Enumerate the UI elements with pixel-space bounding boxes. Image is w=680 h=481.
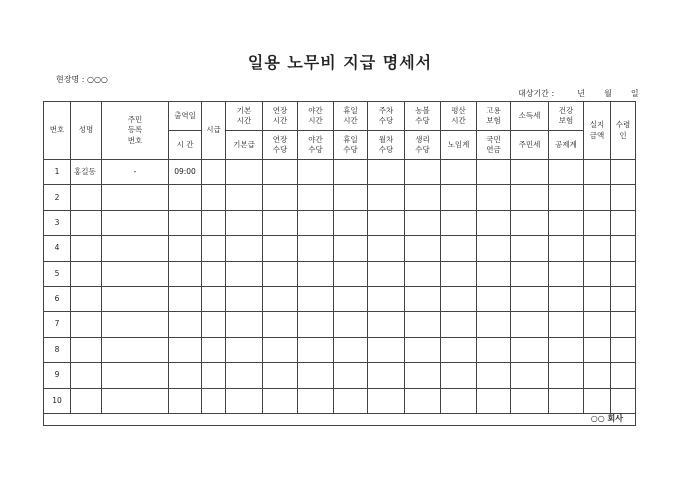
empty-cell: [405, 337, 441, 362]
empty-cell: [511, 261, 549, 286]
row-number: 9: [44, 363, 71, 388]
worker-name: [71, 388, 102, 413]
empty-cell: [549, 261, 584, 286]
empty-cell: [611, 312, 636, 337]
empty-cell: [298, 286, 334, 311]
row-number: 10: [44, 388, 71, 413]
empty-cell: [405, 236, 441, 261]
empty-cell: [477, 286, 511, 311]
empty-cell: [549, 160, 584, 185]
attendance-time: [169, 286, 202, 311]
site-name-label: 현장명 : ○○○: [56, 75, 108, 84]
header-row-1: [44, 102, 636, 131]
empty-cell: [226, 261, 263, 286]
empty-cell: [584, 261, 611, 286]
empty-cell: [202, 160, 226, 185]
empty-cell: [477, 363, 511, 388]
empty-cell: [334, 210, 368, 235]
empty-cell: [405, 261, 441, 286]
empty-cell: [441, 312, 477, 337]
resident-number: [102, 185, 169, 210]
header-bottom-1: 연장 수당: [263, 131, 298, 160]
attendance-time: [169, 185, 202, 210]
empty-cell: [263, 388, 298, 413]
empty-cell: [368, 236, 405, 261]
row-number: 2: [44, 185, 71, 210]
empty-cell: [263, 210, 298, 235]
empty-cell: [405, 363, 441, 388]
row-number: 8: [44, 337, 71, 362]
empty-cell: [441, 236, 477, 261]
empty-cell: [441, 160, 477, 185]
empty-cell: [584, 337, 611, 362]
empty-cell: [511, 286, 549, 311]
table-row: [44, 363, 636, 388]
header-top-0: 기본 시간: [226, 102, 263, 131]
empty-cell: [477, 210, 511, 235]
empty-cell: [298, 312, 334, 337]
empty-cell: [584, 312, 611, 337]
header-top-5: 농볼 수당: [405, 102, 441, 131]
table-row: [44, 160, 636, 185]
empty-cell: [441, 337, 477, 362]
period-month: 월: [604, 89, 612, 98]
empty-cell: [368, 261, 405, 286]
empty-cell: [611, 388, 636, 413]
empty-cell: [334, 185, 368, 210]
empty-cell: [584, 185, 611, 210]
empty-cell: [263, 236, 298, 261]
empty-cell: [511, 388, 549, 413]
table-row: [44, 261, 636, 286]
period-day: 일: [630, 89, 639, 98]
empty-cell: [368, 210, 405, 235]
worker-name: [71, 286, 102, 311]
empty-cell: [298, 388, 334, 413]
header-top-4: 주차 수당: [368, 102, 405, 131]
empty-cell: [334, 363, 368, 388]
empty-cell: [441, 261, 477, 286]
empty-cell: [584, 363, 611, 388]
empty-cell: [611, 160, 636, 185]
empty-cell: [477, 236, 511, 261]
empty-cell: [368, 160, 405, 185]
empty-cell: [263, 312, 298, 337]
empty-cell: [202, 363, 226, 388]
empty-cell: [368, 312, 405, 337]
empty-cell: [511, 210, 549, 235]
empty-cell: [263, 185, 298, 210]
empty-cell: [405, 185, 441, 210]
header-hourly-wage: 시급: [202, 102, 226, 160]
empty-cell: [202, 312, 226, 337]
header-top-1: 연장 시간: [263, 102, 298, 131]
empty-cell: [368, 363, 405, 388]
attendance-time: [169, 312, 202, 337]
resident-number: [102, 236, 169, 261]
worker-name: [71, 236, 102, 261]
header-bottom-3: 휴일 수당: [334, 131, 368, 160]
empty-cell: [368, 337, 405, 362]
table-row: [44, 236, 636, 261]
attendance-time: [169, 388, 202, 413]
empty-cell: [334, 236, 368, 261]
footer-row: [44, 413, 636, 425]
empty-cell: [441, 185, 477, 210]
empty-cell: [549, 388, 584, 413]
header-bottom-7: 국민 연금: [477, 131, 511, 160]
empty-cell: [477, 261, 511, 286]
header-receipt: 수령 인: [611, 102, 636, 160]
empty-cell: [226, 363, 263, 388]
empty-cell: [334, 160, 368, 185]
empty-cell: [334, 286, 368, 311]
empty-cell: [298, 160, 334, 185]
empty-cell: [441, 210, 477, 235]
empty-cell: [477, 312, 511, 337]
empty-cell: [477, 160, 511, 185]
empty-cell: [298, 185, 334, 210]
empty-cell: [477, 337, 511, 362]
empty-cell: [611, 337, 636, 362]
row-number: 1: [44, 160, 71, 185]
empty-cell: [226, 286, 263, 311]
header-bottom-4: 월차 수당: [368, 131, 405, 160]
empty-cell: [477, 185, 511, 210]
company-name: ○○ 회사: [44, 413, 636, 425]
resident-number: [102, 261, 169, 286]
empty-cell: [405, 210, 441, 235]
attendance-time: [169, 210, 202, 235]
empty-cell: [611, 210, 636, 235]
empty-cell: [511, 337, 549, 362]
header-top-9: 건강 보험: [549, 102, 584, 131]
resident-number: [102, 312, 169, 337]
empty-cell: [611, 185, 636, 210]
empty-cell: [263, 261, 298, 286]
empty-cell: [202, 337, 226, 362]
header-bottom-5: 생리 수당: [405, 131, 441, 160]
header-top-8: 소득세: [511, 102, 549, 131]
empty-cell: [334, 312, 368, 337]
worker-name: 홍길동: [71, 160, 102, 185]
empty-cell: [405, 160, 441, 185]
period-label: 대상기간 :: [518, 89, 555, 98]
table-row: [44, 337, 636, 362]
empty-cell: [405, 286, 441, 311]
header-top-3: 휴일 시간: [334, 102, 368, 131]
empty-cell: [298, 363, 334, 388]
empty-cell: [441, 363, 477, 388]
empty-cell: [441, 388, 477, 413]
empty-cell: [202, 185, 226, 210]
header-bottom-6: 노임계: [441, 131, 477, 160]
empty-cell: [226, 236, 263, 261]
table-row: [44, 210, 636, 235]
empty-cell: [263, 160, 298, 185]
row-number: 4: [44, 236, 71, 261]
empty-cell: [584, 236, 611, 261]
empty-cell: [477, 388, 511, 413]
empty-cell: [549, 185, 584, 210]
header-bottom-8: 주민세: [511, 131, 549, 160]
empty-cell: [584, 388, 611, 413]
payment-table: [43, 101, 636, 426]
empty-cell: [226, 337, 263, 362]
empty-cell: [298, 337, 334, 362]
empty-cell: [226, 312, 263, 337]
document-title: 일용 노무비 지급 명세서: [247, 53, 433, 72]
worker-name: [71, 312, 102, 337]
empty-cell: [611, 261, 636, 286]
empty-cell: [202, 236, 226, 261]
empty-cell: [226, 160, 263, 185]
table-row: [44, 312, 636, 337]
table-row: [44, 286, 636, 311]
empty-cell: [405, 388, 441, 413]
empty-cell: [584, 160, 611, 185]
empty-cell: [549, 337, 584, 362]
empty-cell: [549, 363, 584, 388]
header-attendance: 출역일: [169, 102, 202, 131]
period-year: 년: [577, 89, 585, 98]
empty-cell: [611, 286, 636, 311]
header-bottom-2: 야간 수당: [298, 131, 334, 160]
resident-number: -: [102, 160, 169, 185]
empty-cell: [263, 337, 298, 362]
empty-cell: [549, 210, 584, 235]
row-number: 7: [44, 312, 71, 337]
attendance-time: [169, 363, 202, 388]
empty-cell: [368, 286, 405, 311]
empty-cell: [511, 185, 549, 210]
empty-cell: [511, 312, 549, 337]
row-number: 3: [44, 210, 71, 235]
worker-name: [71, 363, 102, 388]
empty-cell: [584, 286, 611, 311]
empty-cell: [263, 286, 298, 311]
empty-cell: [298, 210, 334, 235]
resident-number: [102, 210, 169, 235]
header-net-pay: 실지 금액: [584, 102, 611, 160]
resident-number: [102, 337, 169, 362]
worker-name: [71, 261, 102, 286]
empty-cell: [405, 312, 441, 337]
empty-cell: [202, 388, 226, 413]
empty-cell: [334, 337, 368, 362]
empty-cell: [611, 363, 636, 388]
empty-cell: [368, 388, 405, 413]
empty-cell: [549, 312, 584, 337]
header-rrn: 주민 등록 번호: [102, 102, 169, 160]
attendance-time: [169, 261, 202, 286]
table-row: [44, 185, 636, 210]
worker-name: [71, 185, 102, 210]
empty-cell: [298, 261, 334, 286]
empty-cell: [549, 286, 584, 311]
empty-cell: [334, 388, 368, 413]
header-no: 번호: [44, 102, 71, 160]
empty-cell: [226, 388, 263, 413]
header-bottom-9: 공제계: [549, 131, 584, 160]
resident-number: [102, 363, 169, 388]
empty-cell: [263, 363, 298, 388]
worker-name: [71, 210, 102, 235]
empty-cell: [549, 236, 584, 261]
attendance-time: [169, 236, 202, 261]
header-top-2: 야간 시간: [298, 102, 334, 131]
empty-cell: [584, 210, 611, 235]
header-top-6: 평산 시간: [441, 102, 477, 131]
header-hours: 시 간: [169, 131, 202, 160]
row-number: 5: [44, 261, 71, 286]
empty-cell: [511, 363, 549, 388]
empty-cell: [334, 261, 368, 286]
target-period: [518, 88, 639, 99]
empty-cell: [368, 185, 405, 210]
header-name: 성명: [71, 102, 102, 160]
worker-name: [71, 337, 102, 362]
header-top-7: 고용 보험: [477, 102, 511, 131]
empty-cell: [202, 261, 226, 286]
empty-cell: [202, 210, 226, 235]
header-bottom-0: 기본급: [226, 131, 263, 160]
resident-number: [102, 388, 169, 413]
empty-cell: [226, 185, 263, 210]
empty-cell: [511, 236, 549, 261]
empty-cell: [611, 236, 636, 261]
row-number: 6: [44, 286, 71, 311]
table-row: [44, 388, 636, 413]
resident-number: [102, 286, 169, 311]
attendance-time: 09:00: [169, 160, 202, 185]
empty-cell: [441, 286, 477, 311]
empty-cell: [226, 210, 263, 235]
attendance-time: [169, 337, 202, 362]
empty-cell: [298, 236, 334, 261]
empty-cell: [511, 160, 549, 185]
empty-cell: [202, 286, 226, 311]
